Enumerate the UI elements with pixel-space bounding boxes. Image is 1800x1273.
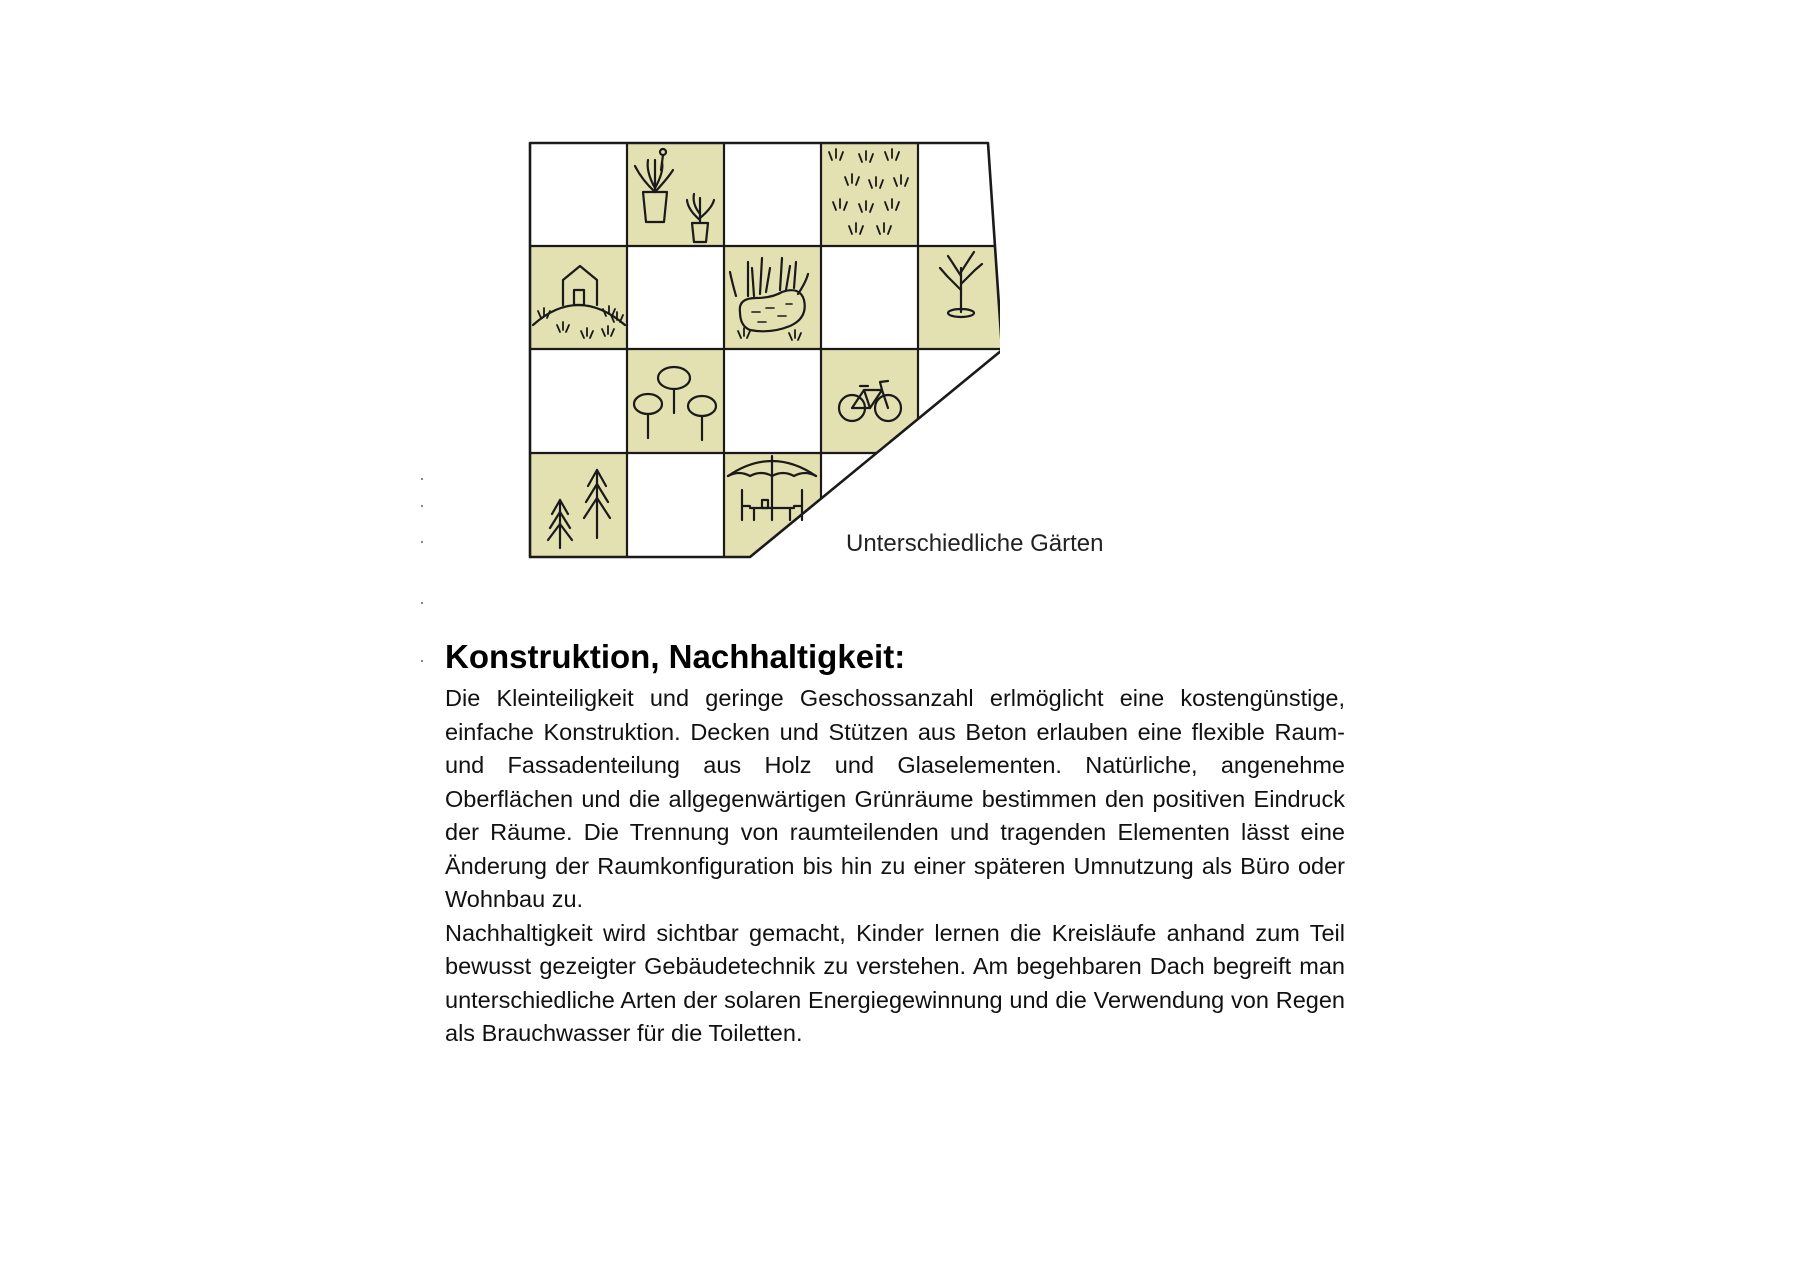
tile-r3-c0 [530,453,627,557]
tile-r0-c1 [627,143,724,246]
tile-r1-c4 [918,246,1000,349]
body-text [445,682,1345,1051]
tile-r2-c1 [627,349,724,453]
paragraph-construction: Die Kleinteiligkeit und geringe Geschossanzahl erlmöglicht eine kostengünstige, einfache Konstruktion. Decken und Stützen aus Beton erlauben eine flexible Raum- und Fassadenteilung aus Holz und Glaselementen. Natürliche, angenehme Oberflächen und die allgegenwärtigen Grünräume bestimmen den positiven Eindruck der Räume. Die Trennung von raumteilenden und tragenden Elementen lässt eine Änderung der Raumkonfiguration bis hin zu einer späteren Umnutzung als Büro oder Wohnbau zu. [445,685,1345,912]
tile-r2-c3 [821,349,918,453]
paragraph-sustainability: Nachhaltigkeit wird sichtbar gemacht, Kinder lernen die Kreisläufe anhand zum Teil bewusst gezeigter Gebäudetechnik zu verstehen. Am begehbaren Dach begreift man unterschiedliche Arten der solaren Energiegewinnung und die Verwendung von Regen als Brauchwasser für die Toiletten. [445,919,1345,1046]
section-heading: Konstruktion, Nachhaltigkeit: [445,638,906,675]
gardens-diagram [520,130,1000,560]
diagram-caption: Unterschiedliche Gärten [846,530,1104,557]
